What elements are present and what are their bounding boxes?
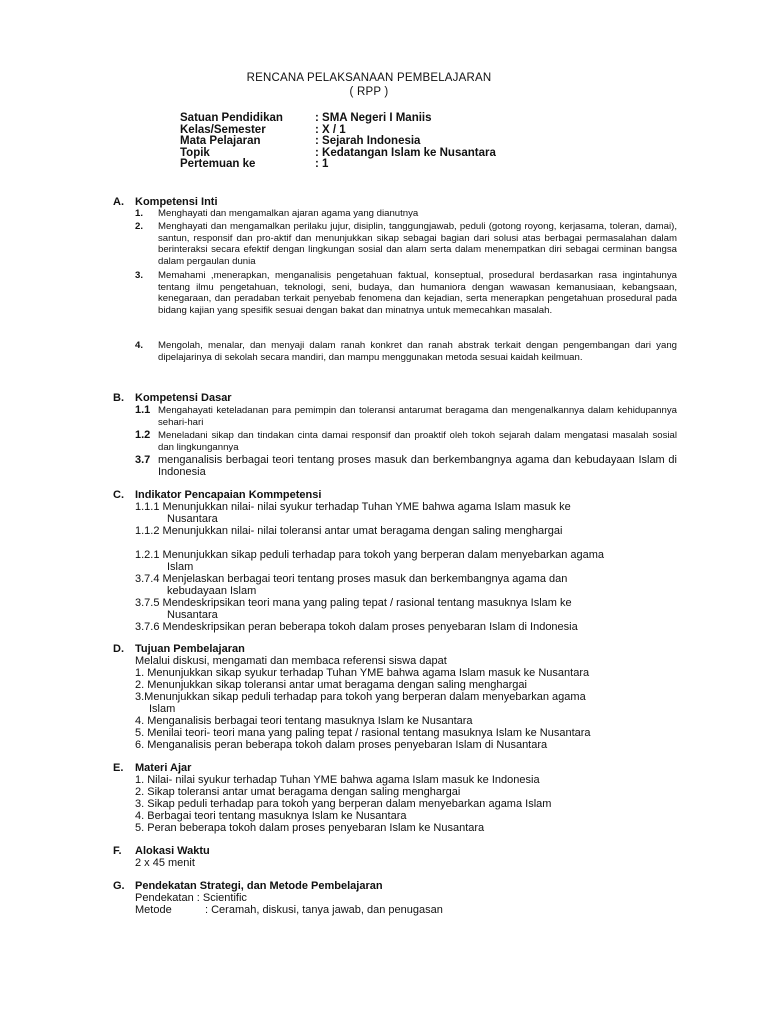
indicator-item (135, 549, 604, 561)
section-title: Kompetensi Dasar (135, 392, 232, 404)
section-title: Pendekatan Strategi, dan Metode Pembelajaran (135, 880, 383, 892)
section-letter: D. (113, 643, 124, 655)
kd-item (135, 430, 677, 453)
ki-item (135, 270, 677, 316)
ki-text: Menghayati dan mengamalkan ajaran agama yang dianutnya (158, 208, 419, 219)
section-title: Indikator Pencapaian Kommpetensi (135, 489, 322, 501)
material-item: 3. Sikap peduli terhadap para tokoh yang berperan dalam menyebarkan agama Islam (135, 798, 552, 810)
ki-number: 1. (135, 208, 144, 219)
method-value: : Ceramah, diskusi, tanya jawab, dan penugasan (205, 904, 443, 916)
ki-number: 3. (135, 270, 144, 281)
indicator-continuation: Nusantara (167, 609, 218, 621)
indicator-text: Mendeskripsikan peran beberapa tokoh dalam proses penyebaran Islam di Indonesia (162, 621, 578, 633)
kd-number: 3.7 (135, 454, 151, 466)
kd-text: Mengahayati keteladanan para pemimpin dan toleransi antarumat beragama dan mengenalkannya dalam kehidupannya sehari-hari (158, 405, 677, 428)
indicator-number: 3.7.4 (135, 573, 160, 585)
kd-number: 1.1 (135, 404, 151, 416)
indicator-number: 1.1.2 (135, 525, 160, 537)
objective-intro: Melalui diskusi, mengamati dan membaca referensi siswa dapat (135, 655, 447, 667)
kd-text: menganalisis berbagai teori tentang proses masuk dan berkembangnya agama dan kebudayaan Islam di Indonesia (158, 454, 677, 478)
ki-number: 4. (135, 340, 144, 351)
identity-value: : Kedatangan Islam ke Nusantara (315, 146, 496, 159)
section-letter: E. (113, 762, 124, 774)
document-title: RENCANA PELAKSANAAN PEMBELAJARAN (246, 72, 492, 84)
ki-text: Memahami ,menerapkan, menganalisis pengetahuan faktual, konseptual, prosedural berdasarkan rasa ingintahunya tentang ilmu pengetahuan, teknologi, seni, budaya, dan humaniora dengan wawasan kemanusiaan, kebangsaan, kenegaraan, dan peradaban terkait penyebab fenomena dan kejadian, serta menerapkan pengetahuan prosedural pada bidang kajian yang spesifik sesuai dengan bakat dan minatnya untuk memecahkan masalah. (158, 270, 677, 316)
method-label: Metode (135, 904, 172, 916)
ki-number: 2. (135, 221, 144, 232)
indicator-number: 3.7.5 (135, 597, 160, 609)
identity-label: Satuan Pendidikan (180, 112, 283, 124)
document-subtitle: ( RPP ) (349, 86, 389, 98)
indicator-number: 3.7.6 (135, 621, 160, 633)
indicator-continuation: Nusantara (167, 513, 218, 525)
indicator-text: Menunjukkan nilai- nilai toleransi antar umat beragama dengan saling menghargai (162, 525, 563, 537)
approach-text: Pendekatan : Scientific (135, 892, 247, 904)
section-title: Kompetensi Inti (135, 196, 218, 208)
indicator-text: Menunjukkan nilai- nilai syukur terhadap Tuhan YME bahwa agama Islam masuk ke (162, 501, 571, 513)
indicator-text: Menjelaskan berbagai teori tentang proses masuk dan berkembangnya agama dan (162, 573, 568, 585)
identity-label: Pertemuan ke (180, 158, 256, 170)
objective-item: 2. Menunjukkan sikap toleransi antar umat beragama dengan saling menghargai (135, 679, 527, 691)
identity-row (180, 159, 496, 171)
kd-number: 1.2 (135, 429, 151, 441)
indicator-text: Menunjukkan sikap peduli terhadap para tokoh yang berperan dalam menyebarkan agama (162, 549, 605, 561)
indicator-number: 1.1.1 (135, 501, 160, 513)
kd-item (135, 405, 677, 428)
indicator-item (135, 621, 578, 633)
identity-value: : Sejarah Indonesia (315, 135, 421, 147)
indicator-item (135, 597, 572, 609)
material-item: 1. Nilai- nilai syukur terhadap Tuhan YME bahwa agama Islam masuk ke Indonesia (135, 774, 540, 786)
objective-item: 6. Menganalisis peran beberapa tokoh dalam proses penyebaran Islam di Nusantara (135, 739, 548, 751)
indicator-number: 1.2.1 (135, 549, 160, 561)
indicator-continuation: kebudayaan Islam (167, 585, 257, 597)
identity-label: Topik (180, 146, 210, 159)
section-letter: B. (113, 392, 124, 404)
section-d-heading (113, 643, 245, 655)
section-letter: F. (113, 845, 122, 857)
identity-label: Kelas/Semester (180, 123, 266, 136)
indicator-continuation: Islam (167, 561, 194, 573)
identity-label: Mata Pelajaran (180, 135, 261, 147)
objective-item: 1. Menunjukkan sikap syukur terhadap Tuhan YME bahwa agama Islam masuk ke Nusantara (135, 667, 590, 679)
ki-item (135, 221, 677, 267)
identity-block (180, 113, 496, 171)
objective-item: 3.Menunjukkan sikap peduli terhadap para tokoh yang berperan dalam menyebarkan agama (135, 691, 586, 703)
method-row (135, 904, 443, 916)
objective-item: 4. Menganalisis berbagai teori tentang masuknya Islam ke Nusantara (135, 715, 473, 727)
indicator-text: Mendeskripsikan teori mana yang paling tepat / rasional tentang masuknya Islam ke (162, 597, 572, 609)
section-a-heading (113, 196, 218, 208)
kd-text: Meneladani sikap dan tindakan cinta damai responsif dan proaktif oleh tokoh sejarah dalam mengatasi masalah sosial dan lingkungannya (158, 430, 677, 453)
section-b-heading (113, 392, 232, 404)
material-item: 4. Berbagai teori tentang masuknya Islam ke Nusantara (135, 810, 407, 822)
section-title: Alokasi Waktu (135, 845, 210, 857)
kd-item (135, 455, 677, 478)
section-g-heading (113, 880, 383, 892)
section-letter: G. (113, 880, 125, 892)
objective-continuation: Islam (149, 703, 176, 715)
identity-value: : X / 1 (315, 123, 346, 136)
material-item: 5. Peran beberapa tokoh dalam proses penyebaran Islam ke Nusantara (135, 822, 485, 834)
indicator-item (135, 525, 562, 537)
section-c-heading (113, 489, 321, 501)
identity-value: : 1 (315, 158, 329, 170)
time-allocation: 2 x 45 menit (135, 857, 195, 869)
section-e-heading (113, 762, 191, 774)
section-letter: C. (113, 489, 124, 501)
section-f-heading (113, 845, 210, 857)
indicator-item (135, 573, 567, 585)
objective-item: 5. Menilai teori- teori mana yang paling tepat / rasional tentang masuknya Islam ke Nusantara (135, 727, 591, 739)
ki-text: Mengolah, menalar, dan menyaji dalam ranah konkret dan ranah abstrak terkait dengan pengembangan dari yang dipelajarinya di sekolah secara mandiri, dan mampu menggunakan metoda sesuai kaidah keilmuan. (158, 340, 677, 363)
material-item: 2. Sikap toleransi antar umat beragama dengan saling menghargai (135, 786, 461, 798)
ki-item (135, 340, 677, 363)
ki-item (135, 208, 677, 220)
section-title: Materi Ajar (135, 762, 192, 774)
indicator-item (135, 501, 571, 513)
section-title: Tujuan Pembelajaran (135, 643, 245, 655)
identity-value: : SMA Negeri I Maniis (315, 112, 432, 124)
section-letter: A. (113, 196, 124, 208)
ki-text: Menghayati dan mengamalkan perilaku jujur, disiplin, tanggungjawab, peduli (gotong royong, kerjasama, toleran, damai), santun, responsif dan pro-aktif dan menunjukkan sikap sebagai bagian dari solusi atas berbagai permasalahan dalam berinteraksi secara efektif dengan lingkungan sosial dan alam serta dalam menempatkan diri sebagai cerminan bangsa dalam pergaulan dunia (158, 221, 677, 267)
